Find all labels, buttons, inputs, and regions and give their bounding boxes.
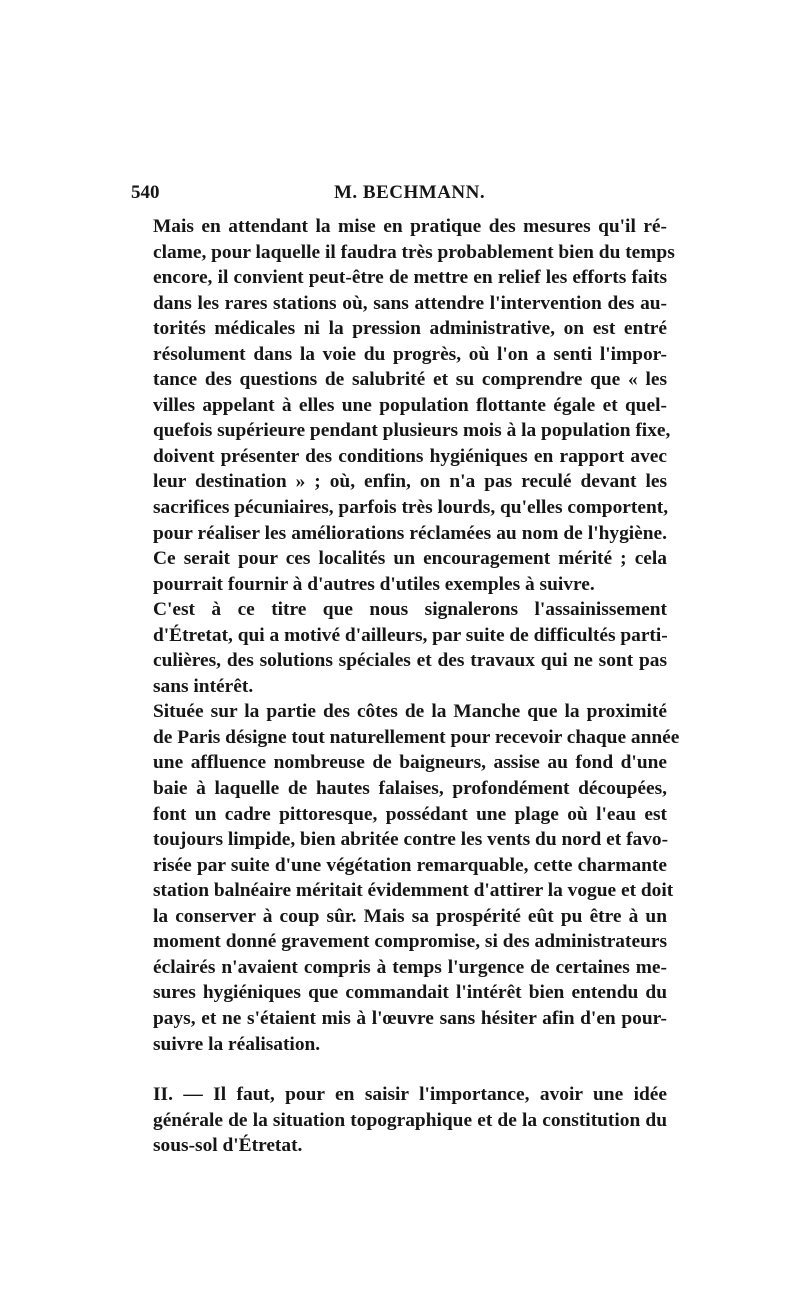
text-line: tance des questions de salubrité et su comprendre que « les [153, 369, 667, 391]
text-line: générale de la situation topographique et de la constitution du [153, 1109, 667, 1131]
paragraph-etretat [131, 597, 667, 699]
text-line: clame, pour laquelle il faudra très probablement bien du temps [153, 241, 675, 263]
text-line: de Paris désigne tout naturellement pour recevoir chaque année [153, 726, 680, 748]
page-header [131, 182, 671, 208]
text-line: pour réaliser les améliorations réclamées au nom de l'hygiène. [153, 522, 667, 544]
text-line: leur destination » ; où, enfin, on n'a pas reculé devant les [153, 471, 667, 493]
text-line: résolument dans la voie du progrès, où l'on a senti l'impor- [153, 343, 667, 365]
text-line: toujours limpide, bien abritée contre les vents du nord et favo- [153, 829, 669, 851]
paragraph-situation [131, 699, 680, 1057]
text-line: sures hygiéniques que commandait l'intérêt bien entendu du [153, 982, 667, 1004]
text-line: II. — Il faut, pour en saisir l'importance, avoir une idée [153, 1084, 667, 1106]
text-line: sacrifices pécuniaires, parfois très lourds, qu'elles comportent, [153, 497, 669, 519]
text-line: quefois supérieure pendant plusieurs mois à la population fixe, [153, 420, 671, 442]
paragraph-intro [131, 214, 675, 597]
text-line: une affluence nombreuse de baigneurs, assise au fond d'une [153, 752, 667, 774]
page-number: 540 [131, 182, 160, 203]
text-line: encore, il convient peut-être de mettre en relief les efforts faits [153, 267, 667, 289]
text-line: sans intérêt. [153, 675, 254, 697]
text-line: Mais en attendant la mise en pratique des mesures qu'il ré- [153, 216, 667, 237]
text-line: moment donné gravement compromise, si des administrateurs [153, 931, 667, 953]
text-line: C'est à ce titre que nous signalerons l'assainissement [153, 599, 667, 621]
text-line: suivre la réalisation. [153, 1033, 321, 1055]
text-line: pays, et ne s'étaient mis à l'œuvre sans hésiter afin d'en pour- [153, 1007, 667, 1029]
text-line: doivent présenter des conditions hygiéniques en rapport avec [153, 445, 667, 467]
text-line: torités médicales ni la pression administrative, on est entré [153, 318, 667, 340]
text-line: d'Étretat, qui a motivé d'ailleurs, par suite de difficultés parti- [153, 624, 668, 646]
section-ii-paragraph [131, 1082, 667, 1159]
text-line: station balnéaire méritait évidemment d'attirer la vogue et doit [153, 880, 674, 902]
text-line: éclairés n'avaient compris à temps l'urgence de certaines me- [153, 956, 667, 978]
text-line: sous-sol d'Étretat. [153, 1135, 303, 1157]
text-line: la conserver à coup sûr. Mais sa prospérité eût pu être à un [153, 905, 667, 927]
text-line: culières, des solutions spéciales et des travaux qui ne sont pas [153, 650, 667, 672]
text-line: baie à laquelle de hautes falaises, profondément découpées, [153, 778, 667, 800]
text-line: dans les rares stations où, sans attendre l'intervention des au- [153, 292, 667, 314]
text-line: risée par suite d'une végétation remarquable, cette charmante [153, 854, 667, 876]
text-line: pourrait fournir à d'autres d'utiles exemples à suivre. [153, 573, 595, 595]
text-line: font un cadre pittoresque, possédant une plage où l'eau est [153, 803, 667, 825]
running-head: M. BECHMANN. [334, 182, 486, 203]
text-line: Ce serait pour ces localités un encouragement mérité ; cela [153, 548, 667, 570]
text-line: villes appelant à elles une population flottante égale et quel- [153, 394, 667, 416]
body-text [131, 214, 680, 1159]
text-line: Située sur la partie des côtes de la Manche que la proximité [153, 701, 667, 723]
